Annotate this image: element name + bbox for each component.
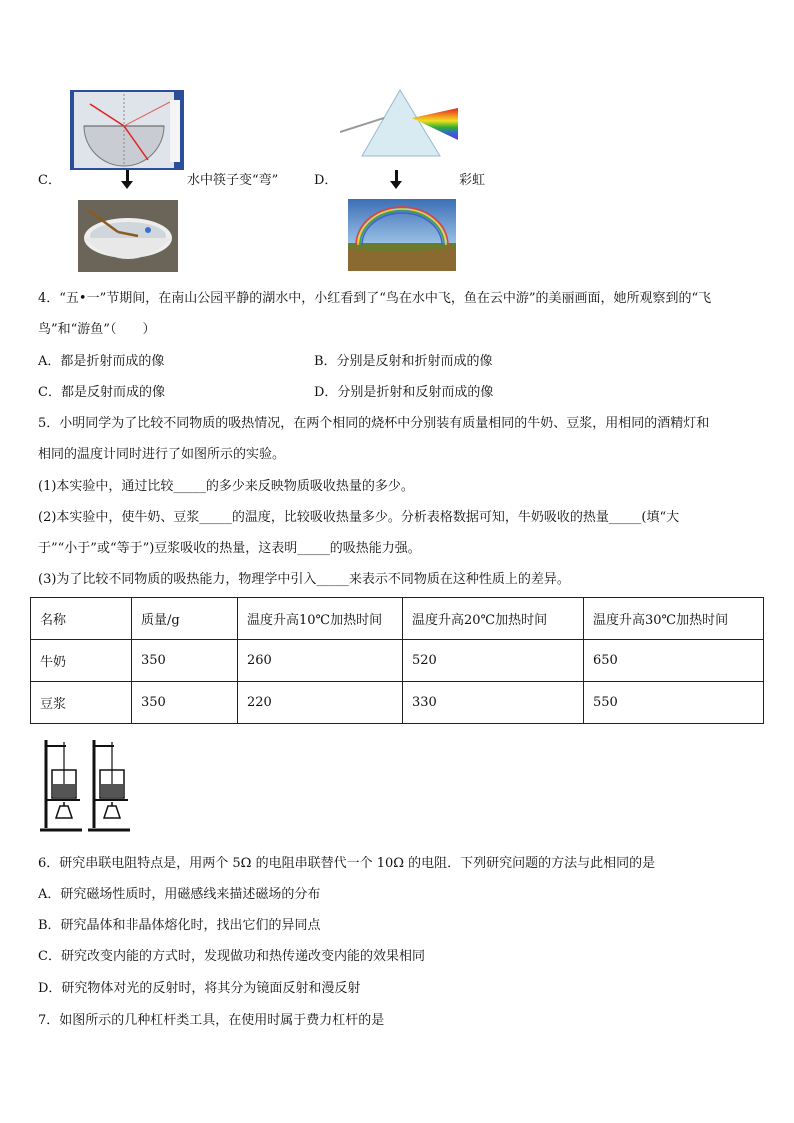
table-cell: 牛奶 — [31, 640, 132, 682]
heating-time-table — [30, 597, 764, 724]
table-header-row — [31, 598, 764, 640]
q3-option-d-label: 彩虹 — [459, 173, 486, 188]
q3-option-c-letter: C． — [38, 173, 61, 188]
table-header-cell: 名称 — [31, 598, 132, 640]
q7-stem: 7．如图所示的几种杠杆类工具，在使用时属于费力杠杆的是 — [38, 1013, 385, 1028]
protractor-light-experiment-image — [70, 90, 184, 170]
q5-sub2-line1: (2)本实验中，使牛奶、豆浆_____的温度，比较吸收热量多少。分析表格数据可知，牛奶吸收的热量_____(填“大 — [38, 510, 680, 525]
q4-option-b[interactable]: B．分别是反射和折射而成的像 — [314, 354, 493, 369]
rainbow-image — [348, 199, 456, 271]
q4-stem-line1: 4．“五•一”节期间，在南山公园平静的湖水中，小红看到了“鸟在水中飞，鱼在云中游”的美丽画面，她所观察到的“飞 — [38, 291, 712, 306]
table-cell: 330 — [403, 682, 584, 724]
table-row — [31, 682, 764, 724]
q5-stem-line2: 相同的温度计同时进行了如图所示的实验。 — [38, 447, 286, 462]
q3-option-c-label: 水中筷子变“弯” — [187, 173, 279, 188]
prism-dispersion-image — [340, 88, 458, 162]
chopsticks-in-water-image — [78, 200, 178, 272]
table-header-cell: 质量/g — [132, 598, 238, 640]
q6-option-a[interactable]: A．研究磁场性质时，用磁感线来描述磁场的分布 — [38, 887, 321, 902]
table-header-cell: 温度升高30℃加热时间 — [584, 598, 764, 640]
table-cell: 350 — [132, 682, 238, 724]
q4-option-c[interactable]: C．都是反射而成的像 — [38, 385, 165, 400]
q5-sub3: (3)为了比较不同物质的吸热能力，物理学中引入_____来表示不同物质在这种性质上的差异。 — [38, 572, 570, 587]
table-row — [31, 640, 764, 682]
q6-stem: 6．研究串联电阻特点是，用两个 5Ω 的电阻串联替代一个 10Ω 的电阻．下列研究问题的方法与此相同的是 — [38, 856, 656, 871]
down-arrow-icon — [121, 170, 133, 192]
table-header-cell: 温度升高10℃加热时间 — [238, 598, 403, 640]
q3-option-d-letter: D． — [314, 173, 338, 188]
q6-option-d[interactable]: D．研究物体对光的反射时，将其分为镜面反射和漫反射 — [38, 981, 361, 996]
two-beaker-heating-setup-image — [38, 736, 134, 834]
table-cell: 550 — [584, 682, 764, 724]
q5-stem-line1: 5．小明同学为了比较不同物质的吸热情况，在两个相同的烧杯中分别装有质量相同的牛奶、豆浆，用相同的酒精灯和 — [38, 416, 710, 431]
q6-option-b[interactable]: B．研究晶体和非晶体熔化时，找出它们的异同点 — [38, 918, 321, 933]
q4-stem-line2: 鸟”和“游鱼”（ ） — [38, 322, 156, 337]
q4-option-d[interactable]: D．分别是折射和反射而成的像 — [314, 385, 494, 400]
q5-sub2-line2: 于”“小于”或“等于”)豆浆吸收的热量，这表明_____的吸热能力强。 — [38, 541, 421, 556]
down-arrow-icon — [390, 170, 402, 192]
table-header-cell: 温度升高20℃加热时间 — [403, 598, 584, 640]
table-cell: 220 — [238, 682, 403, 724]
table-cell: 豆浆 — [31, 682, 132, 724]
q4-option-a[interactable]: A．都是折射而成的像 — [38, 354, 165, 369]
table-cell: 520 — [403, 640, 584, 682]
table-cell: 260 — [238, 640, 403, 682]
table-cell: 650 — [584, 640, 764, 682]
q6-option-c[interactable]: C．研究改变内能的方式时，发现做功和热传递改变内能的效果相同 — [38, 949, 425, 964]
q5-sub1: (1)本实验中，通过比较_____的多少来反映物质吸收热量的多少。 — [38, 479, 414, 494]
table-cell: 350 — [132, 640, 238, 682]
